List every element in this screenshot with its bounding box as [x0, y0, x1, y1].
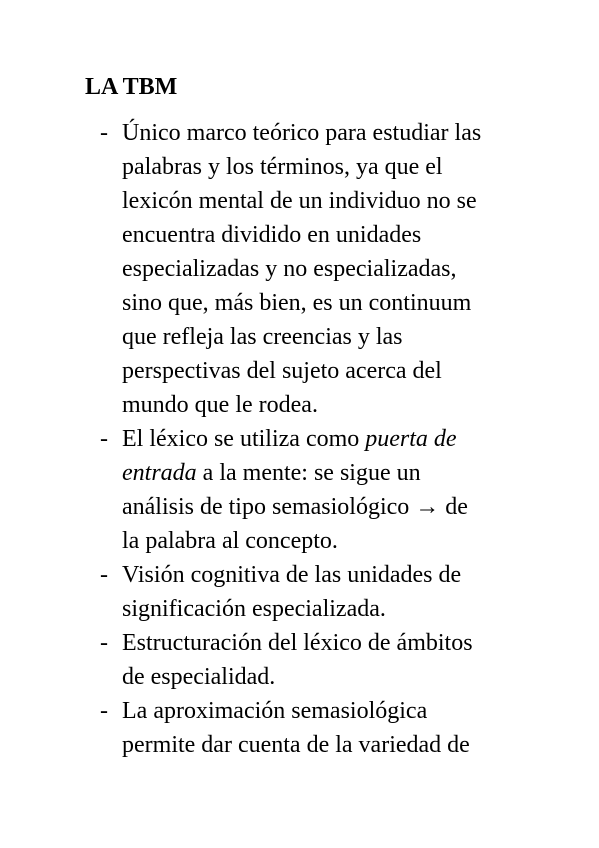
bullet-dash: - [100, 630, 108, 656]
item-text-line: palabras y los términos, ya que el [122, 154, 443, 180]
item-text-segment: El léxico se utiliza como [122, 426, 366, 452]
item-text-line [122, 456, 520, 490]
page-title: LA TBM [85, 74, 178, 100]
item-text-line: la palabra al concepto. [122, 528, 338, 554]
item-text-line: Único marco teórico para estudiar las [122, 120, 482, 146]
italic-term: entrada [122, 460, 197, 486]
item-text-segment: a la mente: se sigue un [196, 460, 421, 486]
item-text-line: Estructuración del léxico de ámbitos [122, 630, 473, 656]
list-item [100, 558, 520, 626]
item-text-line: encuentra dividido en unidades [122, 222, 422, 248]
bullet-dash: - [100, 698, 108, 724]
item-text-line: significación especializada. [122, 596, 386, 622]
bullet-dash: - [100, 120, 108, 146]
bullet-list [100, 116, 520, 762]
item-text-line: La aproximación semasiológica [122, 698, 428, 724]
item-text-line: sino que, más bien, es un continuum [122, 290, 472, 316]
list-item [100, 694, 520, 762]
list-item [100, 116, 520, 422]
item-text-line: que refleja las creencias y las [122, 324, 403, 350]
item-text-line: de especialidad. [122, 664, 276, 690]
list-item [100, 626, 520, 694]
item-text-line: mundo que le rodea. [122, 392, 318, 418]
item-text-line [122, 422, 520, 456]
item-text-line: lexicón mental de un individuo no se [122, 188, 477, 214]
list-item [100, 422, 520, 558]
italic-term: puerta de [365, 426, 457, 452]
item-text-line: Visión cognitiva de las unidades de [122, 562, 462, 588]
item-text-line: perspectivas del sujeto acerca del [122, 358, 442, 384]
bullet-dash: - [100, 562, 108, 588]
item-text-line: permite dar cuenta de la variedad de [122, 732, 470, 758]
item-text-line: especializadas y no especializadas, [122, 256, 457, 282]
bullet-dash: - [100, 426, 108, 452]
item-text-line: análisis de tipo semasiológico → de [122, 494, 468, 520]
